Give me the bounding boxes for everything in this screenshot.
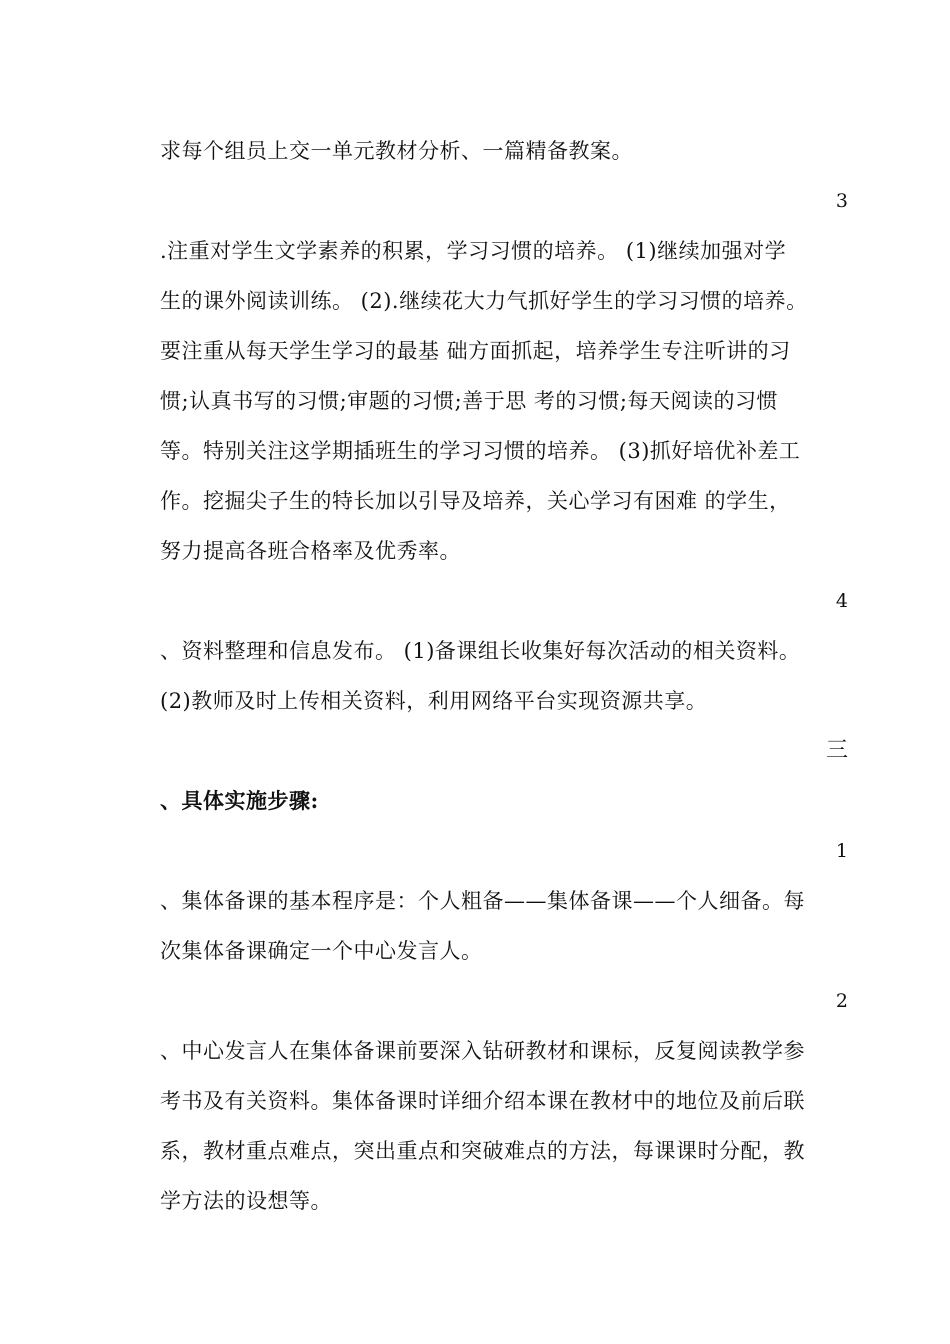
section-number: 4	[835, 590, 848, 612]
section-number: 2	[835, 990, 848, 1012]
section-heading: 、具体实施步骤:	[160, 788, 319, 813]
text-line: (2)教师及时上传相关资料，利用网络平台实现资源共享。	[160, 689, 708, 713]
text-line: 、资料整理和信息发布。 (1)备课组长收集好每次活动的相关资料。	[160, 639, 801, 663]
text-line: 等。特别关注这学期插班生的学习习惯的培养。 (3)抓好培优补差工	[160, 439, 801, 463]
text-line: 生的课外阅读训练。 (2).继续花大力气抓好学生的学习习惯的培养。	[160, 289, 808, 313]
text-line: 、中心发言人在集体备课前要深入钻研教材和课标，反复阅读教学参	[160, 1039, 805, 1063]
text-line: 学方法的设想等。	[160, 1189, 332, 1213]
text-line: 惯;认真书写的习惯;审题的习惯;善于思 考的习惯;每天阅读的习惯	[160, 389, 778, 413]
text-line: 求每个组员上交一单元教材分析、一篇精备教案。	[160, 139, 633, 163]
text-line: 系，教材重点难点，突出重点和突破难点的方法，每课课时分配，教	[160, 1139, 805, 1163]
text-line: 、集体备课的基本程序是：个人粗备——集体备课——个人细备。每	[160, 889, 805, 913]
text-line: 次集体备课确定一个中心发言人。	[160, 939, 483, 963]
text-line: 作。挖掘尖子生的特长加以引导及培养，关心学习有困难 的学生，	[160, 489, 791, 513]
section-number: 1	[835, 840, 848, 862]
text-line: 努力提高各班合格率及优秀率。	[160, 539, 461, 563]
text-line: .注重对学生文学素养的积累，学习习惯的培养。 (1)继续加强对学	[160, 239, 787, 263]
section-number: 3	[835, 190, 848, 212]
section-heading-number: 三	[825, 738, 848, 763]
text-line: 考书及有关资料。集体备课时详细介绍本课在教材中的地位及前后联	[160, 1089, 805, 1113]
text-line: 要注重从每天学生学习的最基 础方面抓起，培养学生专注听讲的习	[160, 339, 791, 363]
